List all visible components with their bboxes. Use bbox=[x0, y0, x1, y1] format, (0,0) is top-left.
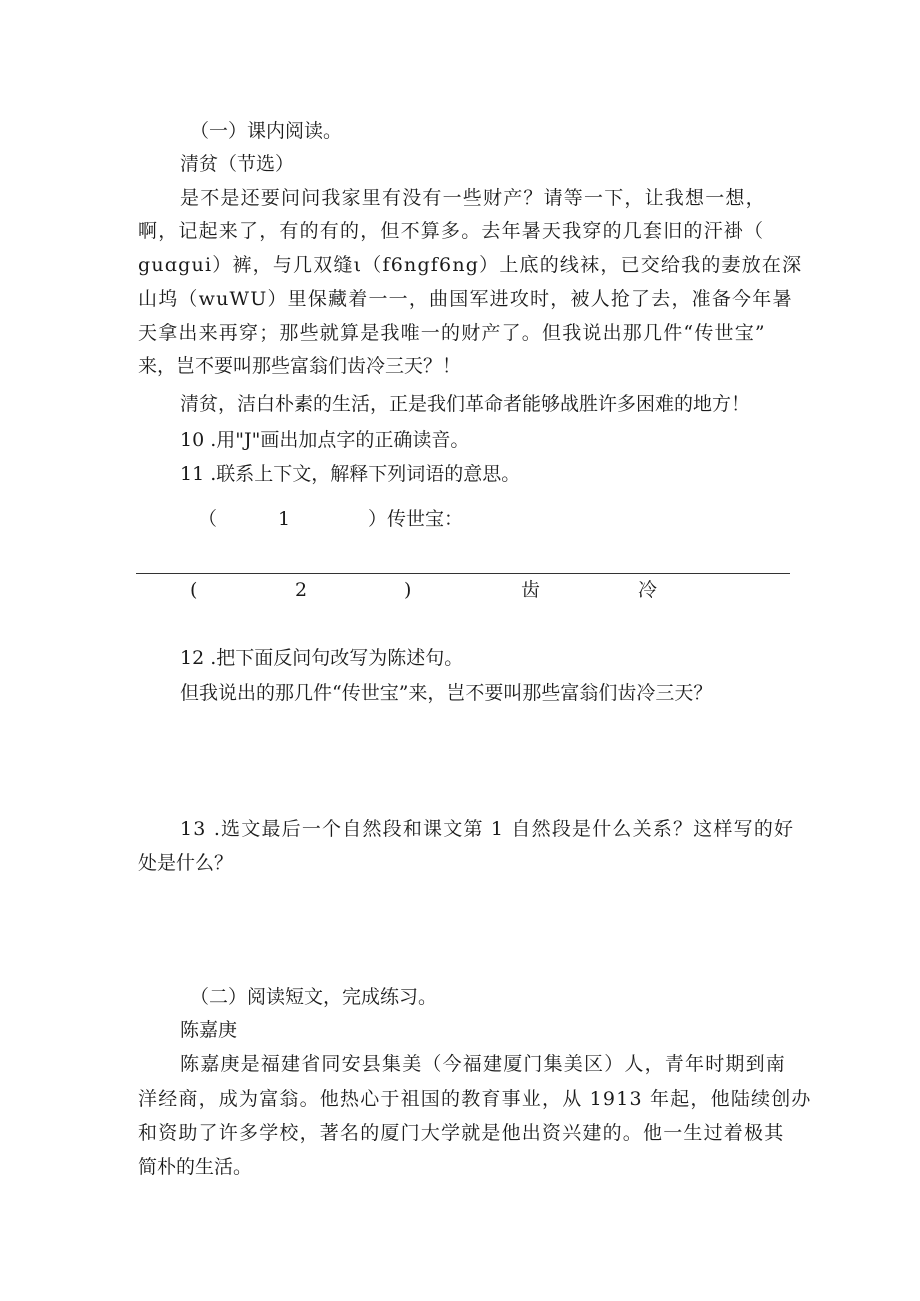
passage2-line: 洋经商，成为富翁。他热心于祖国的教育事业，从 1913 年起，他陆续创办 bbox=[138, 1088, 812, 1110]
passage2-line: 陈嘉庚是福建省同安县集美（今福建厦门集美区）人，青年时期到南 bbox=[180, 1053, 787, 1075]
q11-item1-number: 1 bbox=[278, 508, 291, 530]
question-12: 12 .把下面反问句改写为陈述句。 bbox=[180, 647, 464, 669]
q11-item2-close-paren: ) bbox=[404, 579, 412, 601]
passage2-line: 和资助了许多学校，著名的厦门大学就是他出资兴建的。他一生过着极其 bbox=[138, 1122, 785, 1144]
passage1-line: 天拿出来再穿；那些就算是我唯一的财产了。但我说出那几件“传世宝” bbox=[138, 322, 766, 344]
q11-item1-open-paren: （ bbox=[198, 508, 218, 530]
passage1-closing: 清贫，洁白朴素的生活，正是我们革命者能够战胜许多困难的地方！ bbox=[180, 393, 751, 415]
passage1-line: 是不是还要问问我家里有没有一些财产？请等一下，让我想一想， bbox=[180, 187, 766, 209]
question-12-sentence: 但我说出的那几件“传世宝”来，岂不要叫那些富翁们齿冷三天？ bbox=[180, 682, 713, 704]
section2-heading: （二）阅读短文，完成练习。 bbox=[190, 986, 438, 1008]
passage2-title: 陈嘉庚 bbox=[180, 1019, 238, 1041]
passage1-line: 来，岂不要叫那些富翁们齿冷三天？！ bbox=[138, 355, 462, 377]
question-13-continued: 处是什么？ bbox=[138, 852, 234, 874]
section1-heading: （一）课内阅读。 bbox=[190, 120, 343, 142]
q11-item2-open-paren: ( bbox=[190, 579, 198, 601]
q11-item2-number: 2 bbox=[295, 579, 308, 601]
passage1-line: guɑgui）裤，与几双缝ι（f6ngf6ng）上底的线袜，已交给我的妻放在深 bbox=[138, 254, 803, 276]
q11-item1-label: ）传世宝： bbox=[368, 508, 464, 530]
question-10: 10 .用"J"画出加点字的正确读音。 bbox=[180, 429, 470, 451]
q11-item2-word-char-1: 齿 bbox=[521, 579, 541, 601]
passage1-line: 山坞（wuWU）里保藏着一一，曲国军进攻时，被人抢了去，准备今年暑 bbox=[138, 288, 793, 310]
passage1-title: 清贫（节选） bbox=[180, 153, 295, 175]
question-13: 13 .选文最后一个自然段和课文第 1 自然段是什么关系？这样写的好 bbox=[180, 818, 795, 840]
question-11: 11 .联系上下文，解释下列词语的意思。 bbox=[180, 463, 521, 485]
passage1-line: 啊，记起来了，有的有的，但不算多。去年暑天我穿的几套旧的汗褂（ bbox=[138, 220, 765, 242]
q11-item2-word-char-2: 冷 bbox=[638, 579, 658, 601]
answer-line bbox=[136, 573, 790, 574]
passage2-line: 简朴的生活。 bbox=[138, 1156, 253, 1178]
